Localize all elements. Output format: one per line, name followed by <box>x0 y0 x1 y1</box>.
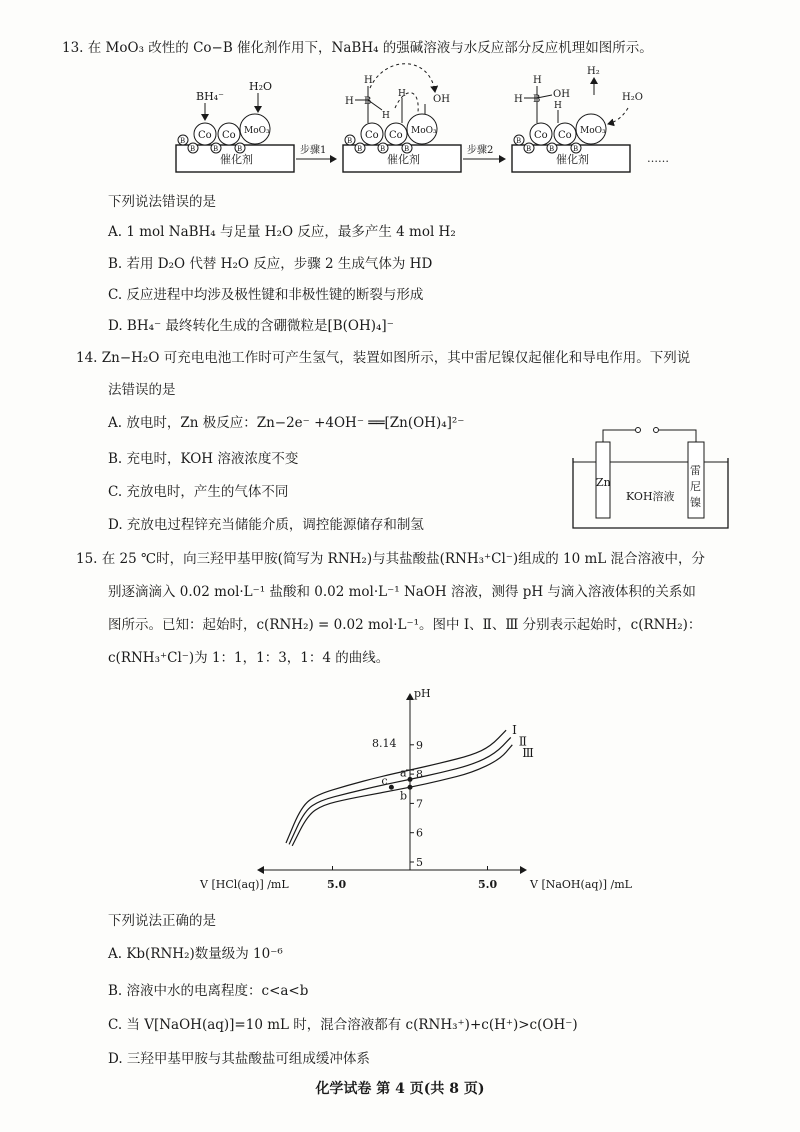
h-label: H <box>554 101 562 111</box>
step2-label: 步骤2 <box>467 145 494 156</box>
oh-label: OH <box>553 89 570 100</box>
catalyst-label: 催化剂 <box>556 153 589 166</box>
h-label: H <box>533 75 542 86</box>
q14-option-a: A. 放电时，Zn 极反应：Zn−2e⁻ +4OH⁻ ══[Zn(OH)₄]²⁻ <box>108 415 465 431</box>
catalyst-label: 催化剂 <box>387 153 420 166</box>
h2o-label: H₂O <box>622 92 643 103</box>
co-label: Co <box>558 130 572 141</box>
x-axis-right-label: V [NaOH(aq)] /mL <box>530 878 632 891</box>
q14-option-b: B. 充电时，KOH 溶液浓度不变 <box>108 451 299 467</box>
b-label: B <box>380 145 386 153</box>
ni-label: 雷 <box>690 464 701 477</box>
h-label: H <box>398 89 406 99</box>
moo3-label: MoO₃ <box>580 126 606 136</box>
annotation-8-14: 8.14 <box>372 737 397 750</box>
y-tick-label: 9 <box>416 738 423 752</box>
b-label: B <box>364 96 372 107</box>
q13-prompt: 下列说法错误的是 <box>108 194 216 210</box>
q14-option-c: C. 充放电时，产生的气体不同 <box>108 484 289 500</box>
q14-option-d: D. 充放电过程锌充当储能介质，调控能源储存和制氢 <box>108 517 424 533</box>
b-label: B <box>190 145 196 153</box>
q15-stem-line3: 图所示。已知：起始时，c(RNH₂) = 0.02 mol·L⁻¹。图中 Ⅰ、Ⅱ、Ⅲ 分别表示起始时，c(RNH₂)： <box>108 617 702 633</box>
co-label: Co <box>365 130 379 141</box>
koh-label: KOH溶液 <box>626 490 675 503</box>
b-label: B <box>237 145 243 153</box>
q15-option-d: D. 三羟甲基甲胺与其盐酸盐可组成缓冲体系 <box>108 1051 370 1067</box>
q13-option-d: D. BH₄⁻ 最终转化生成的含硼微粒是[B(OH)₄]⁻ <box>108 318 394 334</box>
moo3-label: MoO₃ <box>244 126 270 136</box>
moo3-label: MoO₃ <box>411 126 437 136</box>
q15-option-b: B. 溶液中水的电离程度：c<a<b <box>108 983 309 999</box>
h-label: H <box>382 111 390 121</box>
bh4-label: BH₄⁻ <box>196 90 224 103</box>
ni-label: 尼 <box>690 480 701 493</box>
b-label: B <box>347 137 353 145</box>
q13-option-c: C. 反应进程中均涉及极性键和非极性键的断裂与形成 <box>108 287 424 303</box>
y-tick-label: 6 <box>416 826 423 840</box>
y-axis-label: pH <box>414 687 431 700</box>
point-a <box>408 777 413 782</box>
ellipsis: …… <box>647 152 669 165</box>
h-label: H <box>364 75 373 86</box>
b-label: B <box>533 94 541 105</box>
series-label: Ⅰ <box>512 723 517 738</box>
h2-label: H₂ <box>587 66 600 77</box>
q15-stem-line1: 15. 在 25 ℃时，向三羟甲基甲胺(简写为 RNH₂)与其盐酸盐(RNH₃⁺Cl⁻)组成的 10 mL 混合溶液中，分 <box>76 551 706 567</box>
co-label: Co <box>389 130 403 141</box>
x-tick-right: 5.0 <box>478 878 498 891</box>
q14-stem-line2: 法错误的是 <box>108 382 176 398</box>
co-label: Co <box>534 130 548 141</box>
y-tick-label: 7 <box>416 797 423 811</box>
catalyst-label: 催化剂 <box>220 153 253 166</box>
point-c <box>389 785 394 790</box>
step1-label: 步骤1 <box>300 145 327 156</box>
q15-prompt: 下列说法正确的是 <box>108 913 216 929</box>
q13-option-b: B. 若用 D₂O 代替 H₂O 反应，步骤 2 生成气体为 HD <box>108 256 433 272</box>
b-label: B <box>180 137 186 145</box>
b-label: B <box>357 145 363 153</box>
b-label: B <box>573 145 579 153</box>
x-tick-left: 5.0 <box>327 878 347 891</box>
b-label: B <box>549 145 555 153</box>
ni-label: 镍 <box>690 496 701 509</box>
h2o-label: H₂O <box>249 80 273 93</box>
point-label-b: b <box>400 789 408 803</box>
q15-option-a: A. Kb(RNH₂)数量级为 10⁻⁶ <box>108 946 283 962</box>
series-label: Ⅲ <box>522 745 534 760</box>
x-axis-left-label: V [HCl(aq)] /mL <box>200 878 289 891</box>
b-label: B <box>516 137 522 145</box>
oh-label: OH <box>433 94 450 105</box>
q15-stem-line2: 别逐滴滴入 0.02 mol·L⁻¹ 盐酸和 0.02 mol·L⁻¹ NaOH 溶液，测得 pH 与滴入溶液体积的关系如 <box>108 584 696 600</box>
point-label-a: a <box>400 766 407 780</box>
y-tick-label: 5 <box>416 856 423 869</box>
q15-stem-line4: c(RNH₃⁺Cl⁻)为 1：1，1：3，1：4 的曲线。 <box>108 650 390 666</box>
point-b <box>408 785 413 790</box>
b-label: B <box>213 145 219 153</box>
y-tick-label: 8 <box>416 768 423 782</box>
q13-stem: 13. 在 MoO₃ 改性的 Co−B 催化剂作用下，NaBH₄ 的强碱溶液与水反应部分反应机理如图所示。 <box>62 40 653 56</box>
b-label: B <box>404 145 410 153</box>
page-footer: 化学试卷 第 4 页(共 8 页) <box>315 1081 485 1097</box>
zn-label: Zn <box>596 476 611 489</box>
b-label: B <box>526 145 532 153</box>
co-label: Co <box>198 130 212 141</box>
point-label-c: c <box>381 774 388 788</box>
h-label: H <box>345 96 354 107</box>
q15-option-c: C. 当 V[NaOH(aq)]=10 mL 时，混合溶液都有 c(RNH₃⁺)+c(H⁺)>c(OH⁻) <box>108 1017 578 1033</box>
h-label: H <box>514 94 523 105</box>
co-label: Co <box>222 130 236 141</box>
q14-stem-line1: 14. Zn−H₂O 可充电电池工作时可产生氢气，装置如图所示，其中雷尼镍仅起催化和导电作用。下列说 <box>76 350 691 366</box>
series-label: Ⅱ <box>518 734 527 749</box>
q13-option-a: A. 1 mol NaBH₄ 与足量 H₂O 反应，最多产生 4 mol H₂ <box>108 224 456 240</box>
